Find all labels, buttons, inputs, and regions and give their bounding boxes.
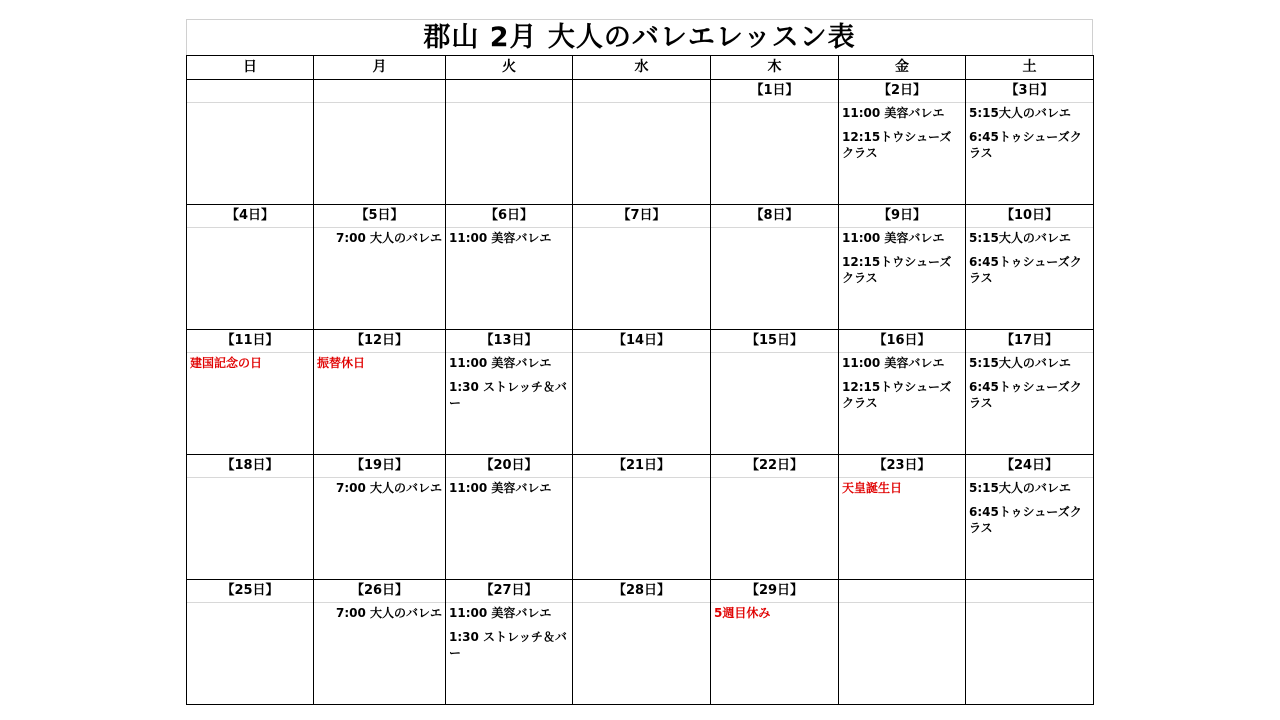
page-title: 郡山 2月 大人のバレエレッスン表	[186, 19, 1093, 55]
day-cell	[314, 455, 446, 580]
day-cell	[187, 580, 314, 705]
day-events	[966, 478, 1093, 579]
calendar-grid	[186, 55, 1094, 705]
week-row	[187, 580, 1094, 705]
day-events	[711, 228, 838, 329]
lesson-entry: 6:45トゥシューズクラス	[969, 255, 1082, 285]
day-date-label: 【18日】	[187, 455, 313, 478]
day-cell	[711, 580, 839, 705]
lesson-entry: 12:15トウシューズクラス	[842, 380, 952, 410]
day-date-label: 【1日】	[711, 80, 838, 103]
day-events	[711, 103, 838, 204]
day-cell	[839, 80, 966, 205]
day-events	[966, 353, 1093, 454]
day-events	[839, 353, 965, 454]
lesson-entry: 11:00 美容バレエ	[842, 356, 945, 370]
day-events	[711, 478, 838, 579]
day-date-label: 【5日】	[314, 205, 445, 228]
day-date-label: 【16日】	[839, 330, 965, 353]
week-row	[187, 455, 1094, 580]
day-date-label: 【27日】	[446, 580, 572, 603]
day-events	[711, 353, 838, 454]
lesson-entry: 11:00 美容バレエ	[842, 231, 945, 245]
calendar-weeks	[187, 80, 1094, 705]
week-row	[187, 80, 1094, 205]
day-date-label: 【21日】	[573, 455, 710, 478]
day-cell	[966, 330, 1094, 455]
day-date-label: 【29日】	[711, 580, 838, 603]
day-cell	[711, 455, 839, 580]
day-events	[966, 228, 1093, 329]
day-date-label	[573, 80, 710, 103]
day-events	[573, 103, 710, 204]
lesson-schedule-sheet	[186, 19, 1093, 700]
day-date-label	[187, 80, 313, 103]
week-row	[187, 205, 1094, 330]
weekday-header: 火	[446, 56, 573, 80]
day-cell	[966, 455, 1094, 580]
lesson-entry: 11:00 美容バレエ	[449, 606, 552, 620]
day-events	[187, 103, 313, 204]
day-cell	[573, 80, 711, 205]
weekday-header: 日	[187, 56, 314, 80]
day-events	[966, 103, 1093, 204]
day-events	[314, 103, 445, 204]
day-events	[314, 353, 445, 454]
day-events	[187, 228, 313, 329]
day-date-label: 【23日】	[839, 455, 965, 478]
day-cell	[573, 330, 711, 455]
day-events	[446, 478, 572, 579]
lesson-entry: 1:30 ストレッチ＆バー	[449, 630, 567, 660]
day-cell	[187, 205, 314, 330]
day-date-label: 【14日】	[573, 330, 710, 353]
weekday-header: 金	[839, 56, 966, 80]
day-date-label: 【7日】	[573, 205, 710, 228]
day-cell	[314, 580, 446, 705]
lesson-entry: 11:00 美容バレエ	[842, 106, 945, 120]
day-date-label: 【22日】	[711, 455, 838, 478]
day-events	[839, 478, 965, 579]
day-events	[711, 603, 838, 704]
day-cell	[839, 330, 966, 455]
holiday-note: 建国記念の日	[190, 356, 263, 370]
day-cell	[573, 580, 711, 705]
day-cell	[187, 455, 314, 580]
day-cell	[711, 330, 839, 455]
holiday-note: 振替休日	[317, 356, 366, 370]
day-cell	[446, 455, 573, 580]
weekday-header: 木	[711, 56, 839, 80]
day-date-label: 【13日】	[446, 330, 572, 353]
day-date-label: 【3日】	[966, 80, 1093, 103]
day-date-label: 【19日】	[314, 455, 445, 478]
lesson-entry: 7:00 大人のバレエ	[335, 606, 442, 620]
day-date-label	[966, 580, 1093, 603]
day-date-label	[446, 80, 572, 103]
day-date-label: 【10日】	[966, 205, 1093, 228]
weekday-header: 土	[966, 56, 1094, 80]
lesson-entry: 7:00 大人のバレエ	[335, 481, 442, 495]
day-date-label: 【8日】	[711, 205, 838, 228]
day-date-label: 【11日】	[187, 330, 313, 353]
day-date-label: 【24日】	[966, 455, 1093, 478]
lesson-entry: 5:15大人のバレエ	[969, 356, 1071, 370]
day-events	[966, 603, 1093, 704]
day-cell	[187, 330, 314, 455]
day-events	[839, 603, 965, 704]
day-events	[446, 103, 572, 204]
lesson-entry: 12:15トウシューズクラス	[842, 130, 952, 160]
day-cell	[711, 80, 839, 205]
day-events	[446, 228, 572, 329]
day-cell	[711, 205, 839, 330]
day-cell	[839, 580, 966, 705]
day-events	[573, 353, 710, 454]
day-cell	[966, 80, 1094, 205]
day-date-label: 【15日】	[711, 330, 838, 353]
lesson-entry: 6:45トゥシューズクラス	[969, 130, 1082, 160]
day-cell	[573, 455, 711, 580]
day-cell	[573, 205, 711, 330]
day-date-label: 【20日】	[446, 455, 572, 478]
day-cell	[314, 80, 446, 205]
day-cell	[446, 80, 573, 205]
day-date-label: 【28日】	[573, 580, 710, 603]
day-events	[187, 353, 313, 454]
day-events	[314, 228, 445, 329]
lesson-entry: 6:45トゥシューズクラス	[969, 505, 1082, 535]
day-date-label	[314, 80, 445, 103]
weekday-header: 水	[573, 56, 711, 80]
lesson-entry: 5:15大人のバレエ	[969, 106, 1071, 120]
week-row	[187, 330, 1094, 455]
day-events	[573, 603, 710, 704]
day-events	[314, 603, 445, 704]
day-events	[187, 603, 313, 704]
day-date-label: 【9日】	[839, 205, 965, 228]
lesson-entry: 11:00 美容バレエ	[449, 231, 552, 245]
day-events	[446, 603, 572, 704]
weekday-header: 月	[314, 56, 446, 80]
day-events	[839, 228, 965, 329]
lesson-entry: 5:15大人のバレエ	[969, 481, 1071, 495]
day-events	[573, 228, 710, 329]
day-events	[446, 353, 572, 454]
day-date-label: 【26日】	[314, 580, 445, 603]
lesson-entry: 11:00 美容バレエ	[449, 481, 552, 495]
lesson-entry: 12:15トウシューズクラス	[842, 255, 952, 285]
lesson-entry: 11:00 美容バレエ	[449, 356, 552, 370]
day-cell	[314, 205, 446, 330]
day-date-label: 【12日】	[314, 330, 445, 353]
day-date-label: 【25日】	[187, 580, 313, 603]
day-date-label: 【6日】	[446, 205, 572, 228]
lesson-entry: 6:45トゥシューズクラス	[969, 380, 1082, 410]
day-cell	[446, 580, 573, 705]
day-events	[839, 103, 965, 204]
lesson-entry: 1:30 ストレッチ＆バー	[449, 380, 567, 410]
day-events	[187, 478, 313, 579]
weekday-header-row	[187, 56, 1094, 80]
day-date-label: 【2日】	[839, 80, 965, 103]
day-cell	[187, 80, 314, 205]
day-date-label	[839, 580, 965, 603]
day-date-label: 【17日】	[966, 330, 1093, 353]
day-cell	[966, 205, 1094, 330]
day-cell	[966, 580, 1094, 705]
day-date-label: 【4日】	[187, 205, 313, 228]
day-cell	[839, 205, 966, 330]
holiday-note: 天皇誕生日	[842, 481, 903, 495]
lesson-entry: 7:00 大人のバレエ	[335, 231, 442, 245]
day-events	[573, 478, 710, 579]
day-cell	[446, 330, 573, 455]
lesson-entry: 5:15大人のバレエ	[969, 231, 1071, 245]
day-events	[314, 478, 445, 579]
day-cell	[314, 330, 446, 455]
day-cell	[839, 455, 966, 580]
day-cell	[446, 205, 573, 330]
holiday-note: 5週目休み	[714, 606, 771, 620]
